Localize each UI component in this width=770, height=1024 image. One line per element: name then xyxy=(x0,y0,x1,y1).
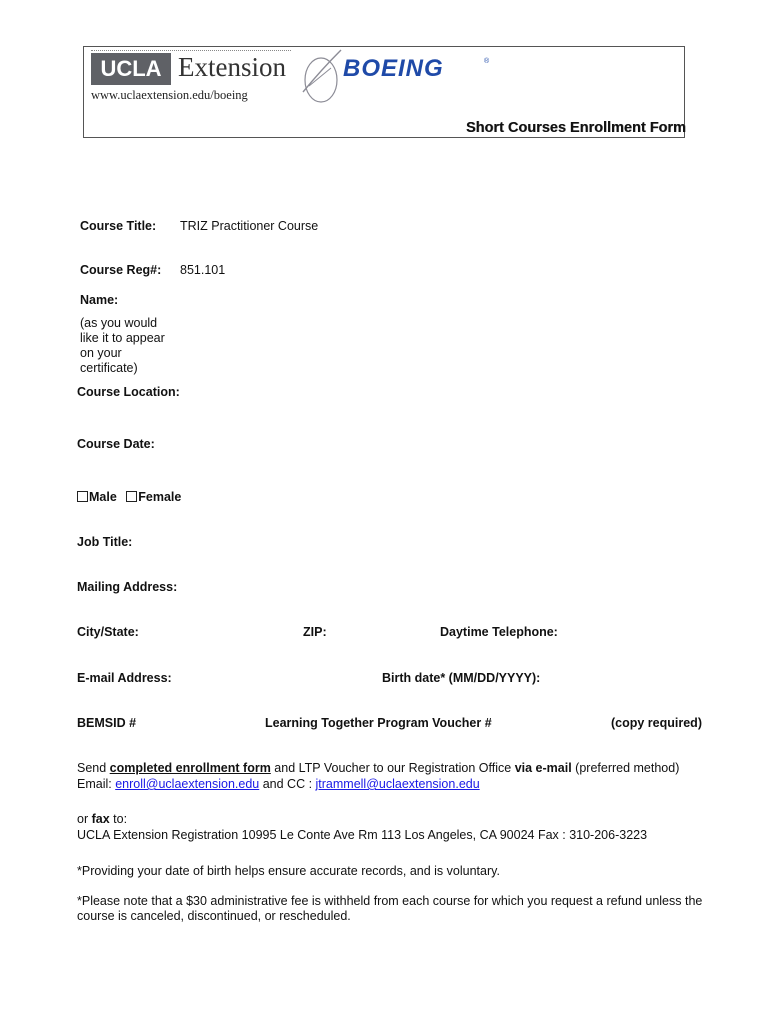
course-reg-label: Course Reg#: xyxy=(80,263,162,277)
zip-label: ZIP: xyxy=(303,625,327,639)
course-location-label: Course Location: xyxy=(77,385,180,399)
course-reg-value: 851.101 xyxy=(180,263,226,277)
boeing-logo-text: BOEING xyxy=(343,55,444,82)
bemsid-label: BEMSID # xyxy=(77,716,137,730)
registered-mark-icon: ® xyxy=(484,58,490,65)
name-label: Name: xyxy=(80,293,119,307)
name-note-line: certificate) xyxy=(80,361,138,375)
send-bold: completed enrollment form xyxy=(109,761,271,775)
female-label: Female xyxy=(138,490,182,504)
email-address-label: E-mail Address: xyxy=(77,671,172,685)
send-prefix: Send xyxy=(77,761,110,775)
dob-note: *Providing your date of birth helps ensure accurate records, and is voluntary. xyxy=(77,864,500,878)
course-title-label: Course Title: xyxy=(80,219,157,233)
extension-logo-text: Extension xyxy=(178,52,286,82)
fax-prefix: or xyxy=(77,812,92,826)
job-title-label: Job Title: xyxy=(77,535,133,549)
send-suffix: (preferred method) xyxy=(571,761,680,775)
email-line xyxy=(77,777,480,791)
daytime-telephone-label: Daytime Telephone: xyxy=(440,625,558,639)
course-title-value: TRIZ Practitioner Course xyxy=(180,219,319,233)
form-title: Short Courses Enrollment Form xyxy=(466,120,686,136)
name-note xyxy=(80,316,165,376)
gender-row xyxy=(77,490,181,504)
header-dotted-rule xyxy=(91,50,291,51)
course-date-label: Course Date: xyxy=(77,437,155,451)
ucla-logo-text: UCLA xyxy=(100,56,162,81)
name-note-line: on your xyxy=(80,346,122,360)
male-label: Male xyxy=(89,490,117,504)
cc-email-link[interactable]: jtrammell@uclaextension.edu xyxy=(315,777,480,791)
send-middle: and LTP Voucher to our Registration Office xyxy=(270,761,515,775)
email-cc: and CC : xyxy=(259,777,316,791)
registration-address: UCLA Extension Registration 10995 Le Conte Ave Rm 113 Los Angeles, CA 90024 Fax : 310-206-3223 xyxy=(77,828,648,842)
mailing-address-label: Mailing Address: xyxy=(77,580,178,594)
name-note-line: (as you would xyxy=(80,316,158,330)
name-note-line: like it to appear xyxy=(80,331,165,345)
enroll-email-link[interactable]: enroll@uclaextension.edu xyxy=(115,777,260,791)
copy-required-label: (copy required) xyxy=(611,716,702,730)
fax-suffix: to: xyxy=(109,812,128,826)
header-url: www.uclaextension.edu/boeing xyxy=(91,88,248,102)
birth-date-label: Birth date* (MM/DD/YYYY): xyxy=(382,671,541,685)
fee-note-line-1: *Please note that a $30 administrative fee is withheld from each course for which you request a refund unless the xyxy=(77,894,703,908)
send-instructions xyxy=(77,761,679,775)
fax-line xyxy=(77,812,127,826)
fax-bold: fax xyxy=(91,812,110,826)
email-prefix: Email: xyxy=(77,777,116,791)
fee-note-line-2: course is canceled, discontinued, or rescheduled. xyxy=(77,909,351,923)
send-via: via e-mail xyxy=(514,761,572,775)
female-checkbox[interactable] xyxy=(126,491,137,502)
voucher-label: Learning Together Program Voucher # xyxy=(265,716,492,730)
ucla-logo xyxy=(91,53,171,85)
male-checkbox[interactable] xyxy=(77,491,88,502)
city-state-label: City/State: xyxy=(77,625,139,639)
boeing-swoosh-icon xyxy=(295,46,347,116)
